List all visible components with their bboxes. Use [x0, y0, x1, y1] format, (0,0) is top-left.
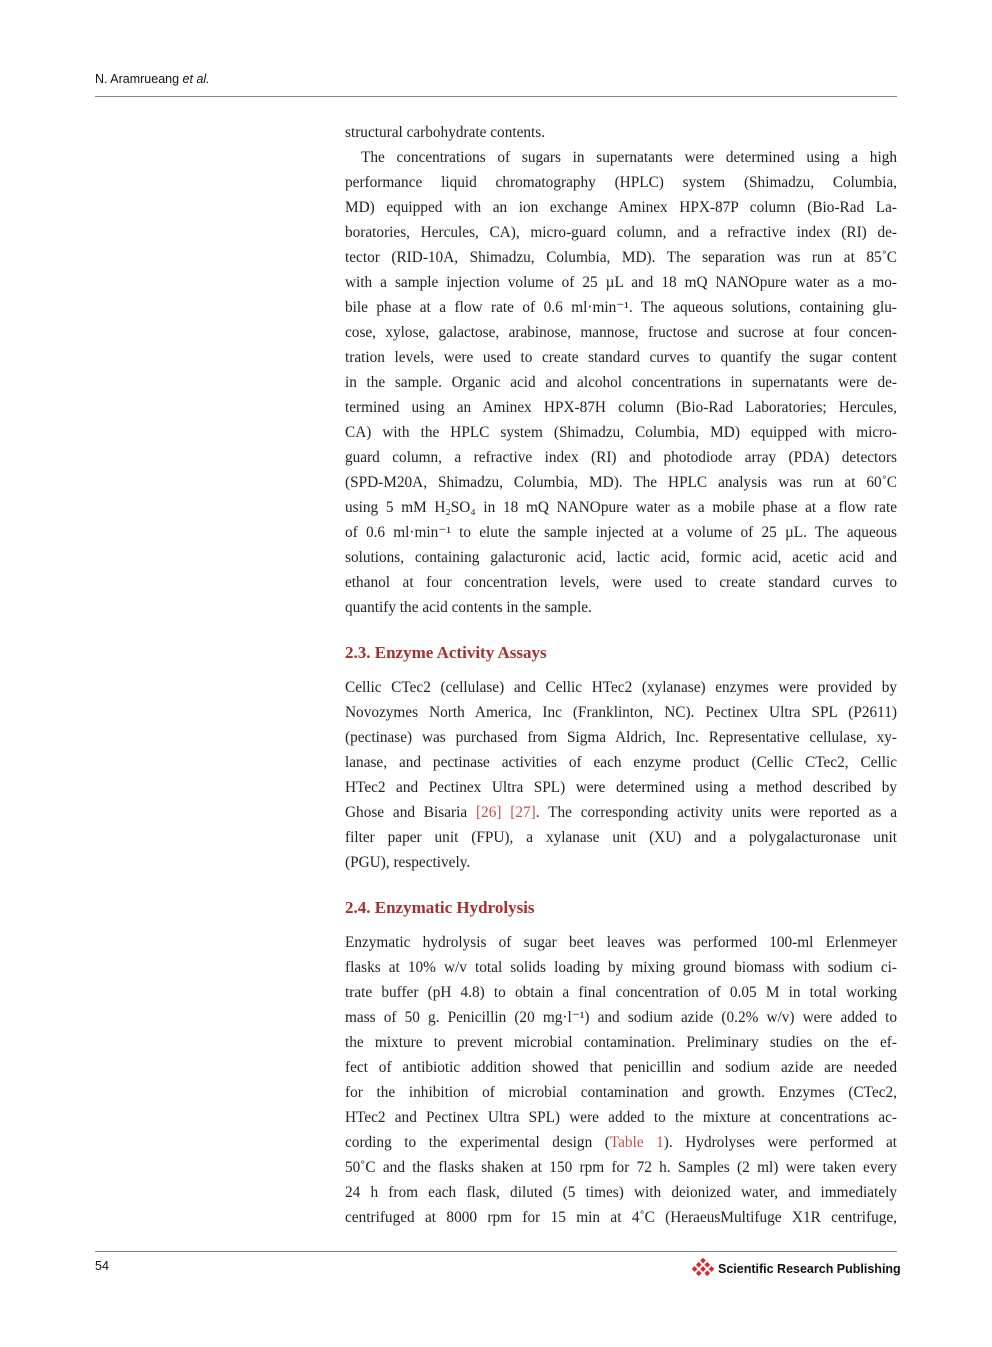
text-line: using 5 mM H₂SO₄ in 18 mQ NANOpure water as a mobile phase at a flow rate	[345, 499, 897, 516]
text-line: filter paper unit (FPU), a xylanase unit (XU) and a polygalacturonase unit	[345, 829, 897, 846]
text-line: Cellic CTec2 (cellulase) and Cellic HTec2 (xylanase) enzymes were provided by	[345, 679, 897, 696]
text-line: tector (RID-10A, Shimadzu, Columbia, MD). The separation was run at 85˚C	[345, 249, 897, 266]
text-line: fect of antibiotic addition showed that penicillin and sodium azide are needed	[345, 1059, 897, 1076]
text-segment: ). Hydrolyses were performed at	[663, 1134, 897, 1151]
text-line: performance liquid chromatography (HPLC) system (Shimadzu, Columbia,	[345, 174, 897, 191]
section-heading: 2.4. Enzymatic Hydrolysis	[345, 898, 535, 917]
text-segment: . The corresponding activity units were reported as a	[535, 804, 897, 821]
text-line: 24 h from each flask, diluted (5 times) with deionized water, and immediately	[345, 1184, 897, 1201]
text-line: Enzymatic hydrolysis of sugar beet leaves was performed 100-ml Erlenmeyer	[345, 934, 897, 951]
text-line: CA) with the HPLC system (Shimadzu, Columbia, MD) equipped with micro-	[345, 424, 897, 441]
text-line: for the inhibition of microbial contamination and growth. Enzymes (CTec2,	[345, 1084, 897, 1101]
reference-link[interactable]: Table 1	[609, 1134, 664, 1151]
text-line: guard column, a refractive index (RI) and photodiode array (PDA) detectors	[345, 449, 897, 466]
header-rule	[95, 96, 897, 97]
text-line	[345, 1134, 897, 1152]
text-line: ethanol at four concentration levels, were used to create standard curves to	[345, 574, 897, 591]
section-heading: 2.3. Enzyme Activity Assays	[345, 643, 547, 662]
body-column	[345, 124, 897, 1245]
text-line: (SPD-M20A, Shimadzu, Columbia, MD). The HPLC analysis was run at 60˚C	[345, 474, 897, 491]
publisher-logo	[692, 1258, 901, 1280]
text-line: trate buffer (pH 4.8) to obtain a final concentration of 0.05 M in total working	[345, 984, 897, 1001]
text-line: quantify the acid contents in the sample.	[345, 599, 592, 616]
text-line: in the sample. Organic acid and alcohol concentrations in supernatants were de-	[345, 374, 897, 391]
text-line: HTec2 and Pectinex Ultra SPL) were determined using a method described by	[345, 779, 897, 796]
text-line: structural carbohydrate contents.	[345, 124, 546, 141]
publisher-logo-icon	[692, 1258, 714, 1280]
text-line: tration levels, were used to create standard curves to quantify the sugar content	[345, 349, 897, 366]
text-line: (PGU), respectively.	[345, 854, 471, 871]
text-line: lanase, and pectinase activities of each enzyme product (Cellic CTec2, Cellic	[345, 754, 897, 771]
header-author: N. Aramrueang	[95, 72, 183, 86]
text-line: bile phase at a flow rate of 0.6 ml·min⁻¹. The aqueous solutions, containing glu-	[345, 299, 897, 316]
publisher-name: Scientific Research Publishing	[718, 1262, 901, 1276]
reference-link[interactable]: [27]	[510, 804, 536, 821]
running-header	[95, 72, 210, 86]
text-line	[345, 804, 897, 822]
text-line: (pectinase) was purchased from Sigma Aldrich, Inc. Representative cellulase, xy-	[345, 729, 897, 746]
text-line: solutions, containing galacturonic acid, lactic acid, formic acid, acetic acid and	[345, 549, 897, 566]
text-segment: cording to the experimental design (	[345, 1134, 610, 1151]
text-line: cose, xylose, galactose, arabinose, mannose, fructose and sucrose at four concen-	[345, 324, 897, 341]
text-line: of 0.6 ml·min⁻¹ to elute the sample injected at a volume of 25 µL. The aqueous	[345, 524, 897, 541]
text-line: MD) equipped with an ion exchange Aminex HPX-87P column (Bio-Rad La-	[345, 199, 897, 216]
text-line: 50˚C and the flasks shaken at 150 rpm for 72 h. Samples (2 ml) were taken every	[345, 1159, 897, 1176]
text-line: centrifuged at 8000 rpm for 15 min at 4˚C (HeraeusMultifuge X1R centrifuge,	[345, 1209, 897, 1226]
footer-rule	[95, 1251, 897, 1252]
text-line: flasks at 10% w/v total solids loading by mixing ground biomass with sodium ci-	[345, 959, 897, 976]
text-segment: Ghose and Bisaria	[345, 804, 476, 821]
text-line: the mixture to prevent microbial contamination. Preliminary studies on the ef-	[345, 1034, 897, 1051]
text-line: mass of 50 g. Penicillin (20 mg·l⁻¹) and sodium azide (0.2% w/v) were added to	[345, 1009, 897, 1026]
reference-link[interactable]: [26]	[475, 804, 502, 821]
text-line: The concentrations of sugars in supernatants were determined using a high	[361, 149, 897, 166]
page-number: 54	[95, 1259, 109, 1273]
header-etal: et al.	[182, 72, 210, 86]
text-line: HTec2 and Pectinex Ultra SPL) were added to the mixture at concentrations ac-	[345, 1109, 897, 1126]
text-line: with a sample injection volume of 25 µL and 18 mQ NANOpure water as a mo-	[345, 274, 897, 291]
text-line: Novozymes North America, Inc (Franklinton, NC). Pectinex Ultra SPL (P2611)	[345, 704, 897, 721]
text-line: termined using an Aminex HPX-87H column (Bio-Rad Laboratories; Hercules,	[345, 399, 897, 416]
text-segment	[501, 804, 510, 821]
text-line: boratories, Hercules, CA), micro-guard column, and a refractive index (RI) de-	[345, 224, 897, 241]
